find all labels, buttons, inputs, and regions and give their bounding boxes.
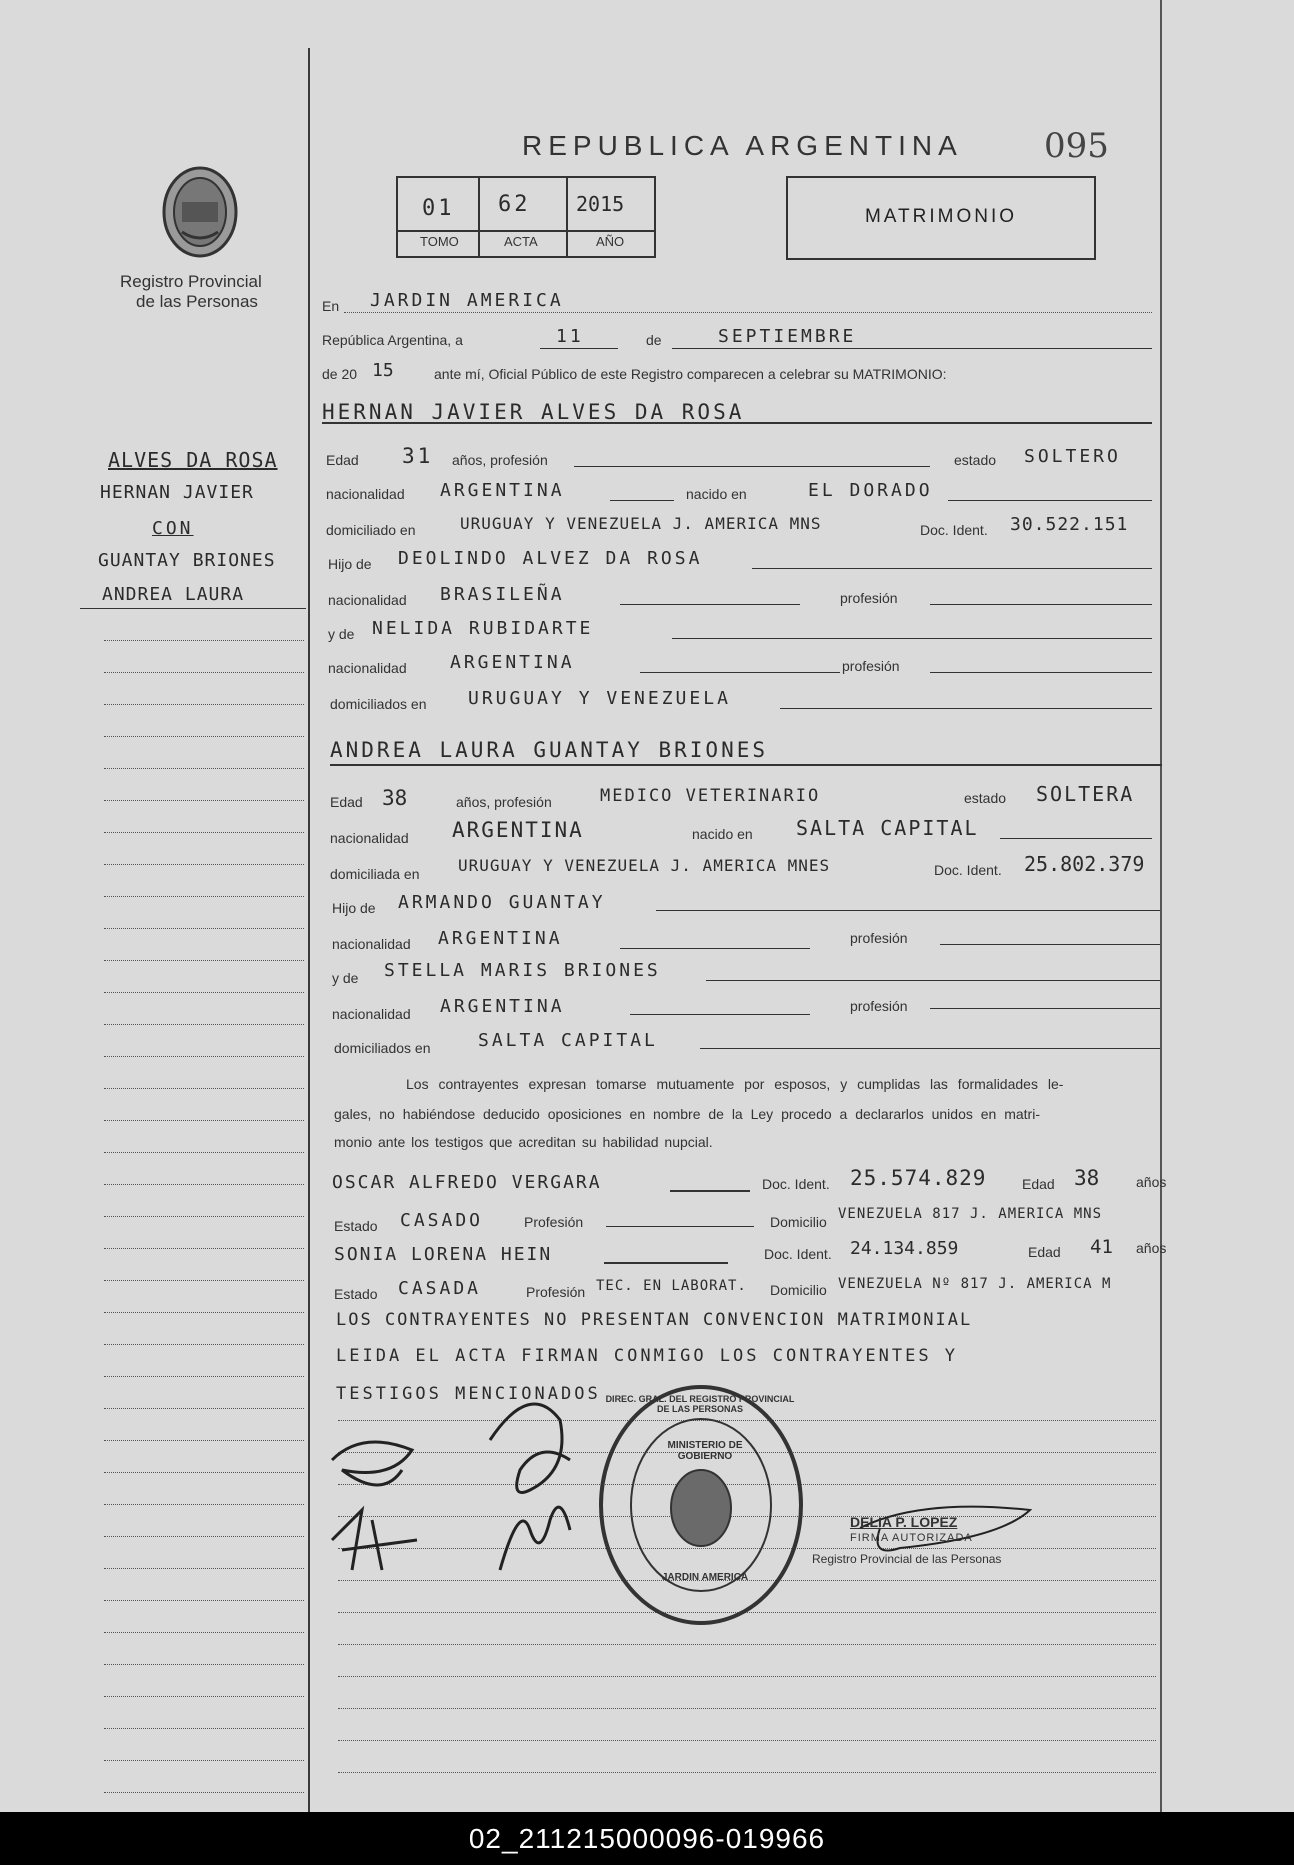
groom-nationality: ARGENTINA bbox=[440, 480, 565, 501]
margin-rule-line bbox=[104, 1728, 304, 1729]
note-line3: TESTIGOS MENCIONADOS bbox=[336, 1384, 601, 1404]
tomo-label: TOMO bbox=[420, 234, 459, 249]
witness2-age: 41 bbox=[1090, 1236, 1113, 1258]
seal-place: JARDIN AMERICA bbox=[661, 1572, 749, 1583]
declaration-line2: gales, no habiéndose deducido oposiciones en nombre de la Ley procedo a declararlos unidos en matri- bbox=[334, 1106, 1040, 1122]
de-label: de bbox=[646, 332, 662, 348]
en-label: En bbox=[322, 298, 340, 314]
groom-nacionalidad-label: nacionalidad bbox=[326, 486, 405, 502]
groom-doc: 30.522.151 bbox=[1010, 514, 1129, 535]
margin-rule-line bbox=[104, 1568, 304, 1569]
margin-surname: ALVES DA ROSA bbox=[108, 448, 278, 472]
bride-birthplace: SALTA CAPITAL bbox=[796, 816, 979, 840]
margin-rule-line bbox=[104, 1280, 304, 1281]
margin-rule-line bbox=[104, 672, 304, 673]
groom-father-prof-label: profesión bbox=[840, 590, 898, 606]
marriage-place: JARDIN AMERICA bbox=[370, 290, 564, 311]
bride-domiciliada-label: domiciliada en bbox=[330, 866, 420, 882]
body-rule-line bbox=[338, 1644, 1156, 1645]
misiones-crest-icon bbox=[158, 162, 242, 262]
witness1-estado-label: Estado bbox=[334, 1218, 378, 1234]
witness1-domicilio-label: Domicilio bbox=[770, 1214, 827, 1230]
bride-father-nat-label: nacionalidad bbox=[332, 936, 411, 952]
witness1-name: OSCAR ALFREDO VERGARA bbox=[332, 1172, 602, 1193]
groom-age: 31 bbox=[402, 444, 434, 468]
margin-rule-line bbox=[104, 1696, 304, 1697]
bride-profession: MEDICO VETERINARIO bbox=[600, 786, 821, 806]
margin-rule-line bbox=[104, 1472, 304, 1473]
acta-label: ACTA bbox=[504, 234, 538, 249]
declaration-line1: Los contrayentes expresan tomarse mutuamente por esposos, y cumplidas las formalidades le- bbox=[406, 1076, 1064, 1092]
acta-value: 62 bbox=[498, 192, 531, 217]
margin-bride-surname: GUANTAY BRIONES bbox=[98, 550, 276, 571]
bride-estado: SOLTERA bbox=[1036, 782, 1135, 806]
bride-parents-address: SALTA CAPITAL bbox=[478, 1030, 658, 1051]
witness2-name: SONIA LORENA HEIN bbox=[334, 1244, 553, 1265]
margin-rule-line bbox=[104, 1536, 304, 1537]
groom-doc-label: Doc. Ident. bbox=[920, 522, 988, 538]
right-margin-rule bbox=[1160, 0, 1162, 1812]
registry-name-line1: Registro Provincial bbox=[120, 272, 262, 291]
bride-yde-label: y de bbox=[332, 970, 359, 986]
margin-rule-line bbox=[104, 896, 304, 897]
groom-yde-label: y de bbox=[328, 626, 355, 642]
margin-rule-line bbox=[104, 768, 304, 769]
margin-rule-line bbox=[104, 992, 304, 993]
groom-father-nationality: BRASILEÑA bbox=[440, 584, 565, 605]
document-title: REPUBLICA ARGENTINA bbox=[522, 130, 963, 161]
bride-doc-label: Doc. Ident. bbox=[934, 862, 1002, 878]
bride-estado-label: estado bbox=[964, 790, 1007, 806]
official-seal-stamp-icon bbox=[596, 1380, 806, 1630]
witness2-profession: TEC. EN LABORAT. bbox=[596, 1278, 747, 1294]
witness2-doc-label: Doc. Ident. bbox=[764, 1246, 832, 1262]
margin-rule-line bbox=[104, 1664, 304, 1665]
year-prefix: de 20 bbox=[322, 366, 358, 382]
marriage-month: SEPTIEMBRE bbox=[718, 326, 857, 347]
margin-rule-line bbox=[104, 1792, 304, 1793]
margin-rule-line bbox=[104, 704, 304, 705]
margin-rule-line bbox=[104, 1248, 304, 1249]
margin-rule-line bbox=[104, 1504, 304, 1505]
ano-value: 2015 bbox=[576, 192, 625, 216]
witness1-doc: 25.574.829 bbox=[850, 1166, 987, 1190]
marriage-day: 11 bbox=[556, 326, 584, 347]
groom-mother: NELIDA RUBIDARTE bbox=[372, 618, 594, 639]
bride-mother-nationality: ARGENTINA bbox=[440, 996, 565, 1017]
witness2-estado-label: Estado bbox=[334, 1286, 378, 1302]
bride-nacionalidad-label: nacionalidad bbox=[330, 830, 409, 846]
seal-ring-text: DIREC. GRAL. DEL REGISTRO PROVINCIAL DE LAS PERSONAS bbox=[605, 1394, 795, 1414]
margin-rule-line bbox=[104, 832, 304, 833]
groom-father-nat-label: nacionalidad bbox=[328, 592, 407, 608]
page-number: 095 bbox=[1044, 126, 1109, 166]
margin-rule-line bbox=[104, 1600, 304, 1601]
witness2-edad-label: Edad bbox=[1028, 1244, 1061, 1260]
bride-signature bbox=[470, 1380, 590, 1580]
witness1-edad-label: Edad bbox=[1022, 1176, 1055, 1192]
body-rule-line bbox=[338, 1772, 1156, 1773]
bride-address: URUGUAY Y VENEZUELA J. AMERICA MNES bbox=[458, 856, 831, 875]
body-rule-line bbox=[338, 1740, 1156, 1741]
margin-rule-line bbox=[104, 1408, 304, 1409]
doc-type-label: MATRIMONIO bbox=[864, 206, 1018, 227]
seal-inner-text: MINISTERIO DE GOBIERNO bbox=[667, 1440, 743, 1462]
bride-doc: 25.802.379 bbox=[1024, 852, 1145, 876]
groom-domiciliado-label: domiciliado en bbox=[326, 522, 416, 538]
witness2-doc: 24.134.859 bbox=[850, 1238, 959, 1259]
left-margin-rule bbox=[308, 48, 310, 1812]
groom-mother-nat-label: nacionalidad bbox=[328, 660, 407, 676]
margin-bride-names: ANDREA LAURA bbox=[102, 584, 245, 605]
margin-rule-line bbox=[104, 1312, 304, 1313]
bride-anos-profesion-label: años, profesión bbox=[456, 794, 552, 810]
officer-name: DELIA P. LOPEZ bbox=[850, 1514, 958, 1530]
bride-full-name: ANDREA LAURA GUANTAY BRIONES bbox=[330, 738, 769, 762]
witness1-profesion-label: Profesión bbox=[524, 1214, 584, 1230]
witness2-domicilio-label: Domicilio bbox=[770, 1282, 827, 1298]
groom-edad-label: Edad bbox=[326, 452, 359, 468]
margin-rule-line bbox=[104, 1088, 304, 1089]
margin-rule-line bbox=[104, 1120, 304, 1121]
margin-rule-line bbox=[104, 736, 304, 737]
witness1-estado: CASADO bbox=[400, 1210, 484, 1231]
bride-mother-prof-label: profesión bbox=[850, 998, 908, 1014]
year-suffix: 15 bbox=[372, 360, 394, 381]
registry-name-line2: de las Personas bbox=[136, 292, 258, 311]
margin-con: CON bbox=[152, 518, 194, 539]
groom-nacido-label: nacido en bbox=[686, 486, 747, 502]
margin-given-names: HERNAN JAVIER bbox=[100, 482, 254, 503]
witness2-anos-label: años bbox=[1136, 1240, 1167, 1256]
bride-nationality: ARGENTINA bbox=[452, 818, 584, 842]
margin-rule-line bbox=[104, 1440, 304, 1441]
groom-father: DEOLINDO ALVEZ DA ROSA bbox=[398, 548, 703, 569]
margin-rule-line bbox=[104, 1376, 304, 1377]
margin-rule-line bbox=[104, 1152, 304, 1153]
bride-age: 38 bbox=[382, 786, 408, 810]
body-rule-line bbox=[338, 1676, 1156, 1677]
scan-reference-code: 02_211215000096-019966 bbox=[0, 1812, 1294, 1865]
margin-rule-line bbox=[104, 1344, 304, 1345]
groom-signature bbox=[322, 1420, 432, 1580]
ano-label: AÑO bbox=[596, 234, 625, 249]
groom-parents-address: URUGUAY Y VENEZUELA bbox=[468, 688, 731, 709]
witness2-estado: CASADA bbox=[398, 1278, 482, 1299]
declaration-line3: monio ante los testigos que acreditan su habilidad nupcial. bbox=[334, 1134, 713, 1150]
body-rule-line bbox=[338, 1708, 1156, 1709]
bride-mother-nat-label: nacionalidad bbox=[332, 1006, 411, 1022]
groom-anos-profesion-label: años, profesión bbox=[452, 452, 548, 468]
officer-role: FIRMA AUTORIZADA bbox=[850, 1532, 973, 1544]
record-number-box bbox=[396, 176, 656, 258]
witness2-profesion-label: Profesión bbox=[526, 1284, 586, 1300]
bride-hijo-label: Hijo de bbox=[332, 900, 376, 916]
witness1-doc-label: Doc. Ident. bbox=[762, 1176, 830, 1192]
witness1-domicilio: VENEZUELA 817 J. AMERICA MNS bbox=[838, 1206, 1103, 1222]
tomo-value: 01 bbox=[422, 196, 455, 221]
groom-mother-nationality: ARGENTINA bbox=[450, 652, 575, 673]
margin-rule-line bbox=[104, 928, 304, 929]
officer-office: Registro Provincial de las Personas bbox=[812, 1552, 1002, 1566]
margin-rule-line bbox=[104, 1184, 304, 1185]
doc-type-box bbox=[786, 176, 1096, 260]
republica-label: República Argentina, a bbox=[322, 332, 463, 348]
margin-rule-line bbox=[104, 960, 304, 961]
margin-rule-line bbox=[104, 800, 304, 801]
groom-mother-prof-label: profesión bbox=[842, 658, 900, 674]
bride-father-nationality: ARGENTINA bbox=[438, 928, 563, 949]
groom-hijo-label: Hijo de bbox=[328, 556, 372, 572]
groom-estado-label: estado bbox=[954, 452, 997, 468]
note-line2: LEIDA EL ACTA FIRMAN CONMIGO LOS CONTRAYENTES Y bbox=[336, 1346, 959, 1366]
groom-domiciliados-label: domiciliados en bbox=[330, 696, 427, 712]
witness1-anos-label: años bbox=[1136, 1174, 1167, 1190]
groom-estado: SOLTERO bbox=[1024, 446, 1121, 467]
margin-rule-line bbox=[104, 1760, 304, 1761]
note-line1: LOS CONTRAYENTES NO PRESENTAN CONVENCION MATRIMONIAL bbox=[336, 1310, 973, 1330]
margin-rule-line bbox=[104, 640, 304, 641]
bride-mother: STELLA MARIS BRIONES bbox=[384, 960, 661, 981]
witness1-age: 38 bbox=[1074, 1166, 1100, 1190]
margin-rule-line bbox=[104, 864, 304, 865]
bride-father: ARMANDO GUANTAY bbox=[398, 892, 606, 913]
bride-edad-label: Edad bbox=[330, 794, 363, 810]
groom-address: URUGUAY Y VENEZUELA J. AMERICA MNS bbox=[460, 514, 822, 533]
groom-birthplace: EL DORADO bbox=[808, 480, 933, 501]
bride-nacido-label: nacido en bbox=[692, 826, 753, 842]
margin-rule-line bbox=[104, 1216, 304, 1217]
intro-sentence: ante mí, Oficial Público de este Registro comparecen a celebrar su MATRIMONIO: bbox=[434, 366, 947, 382]
margin-rule-line bbox=[104, 1056, 304, 1057]
bride-domiciliados-label: domiciliados en bbox=[334, 1040, 431, 1056]
groom-full-name: HERNAN JAVIER ALVES DA ROSA bbox=[322, 400, 745, 424]
bride-father-prof-label: profesión bbox=[850, 930, 908, 946]
witness2-domicilio: VENEZUELA Nº 817 J. AMERICA M bbox=[838, 1276, 1112, 1292]
margin-rule-line bbox=[104, 1632, 304, 1633]
margin-rule-line bbox=[104, 1024, 304, 1025]
